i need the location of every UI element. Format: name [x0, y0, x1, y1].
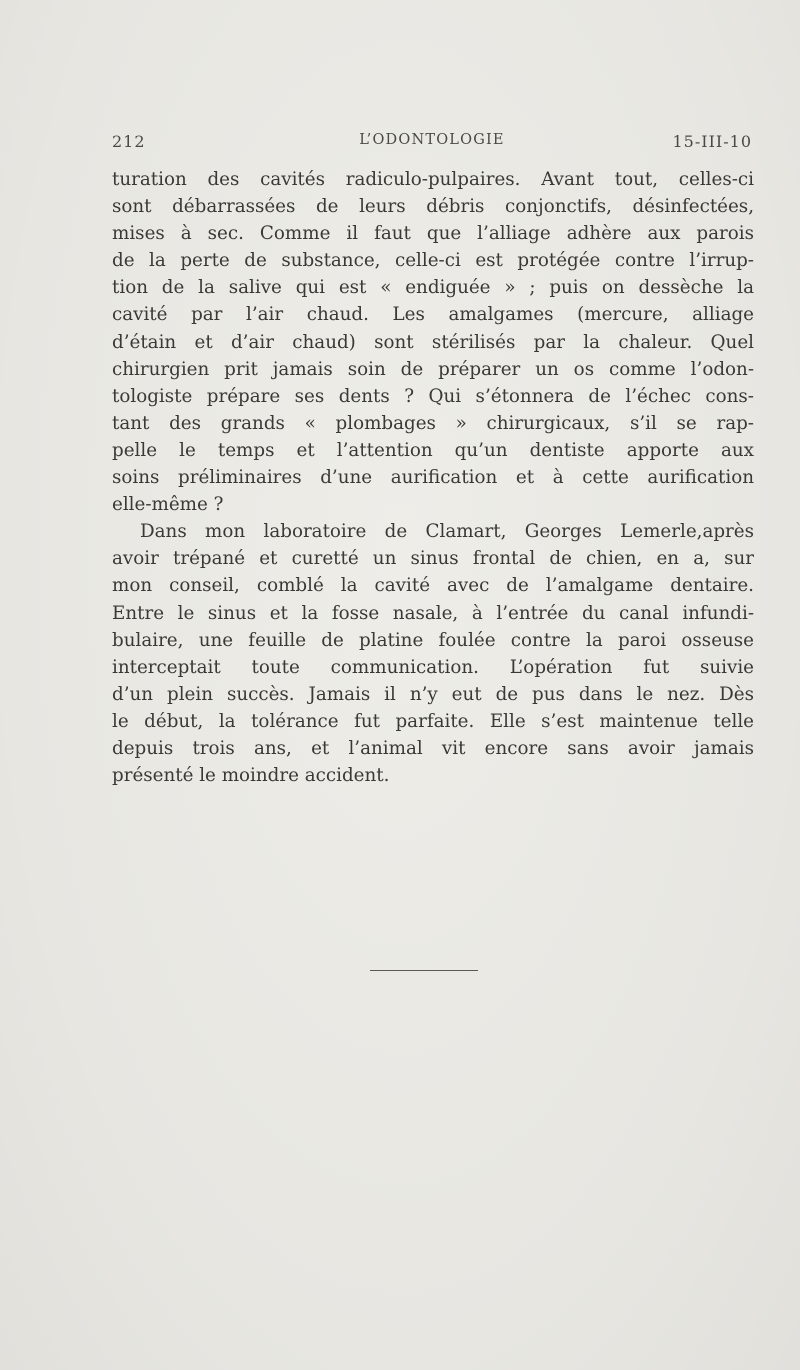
- text-line: tant des grands « plombages » chirurgicaux, s’il se rap-: [112, 412, 754, 434]
- text-line: depuis trois ans, et l’animal vit encore sans avoir jamais: [112, 737, 754, 759]
- text-line: turation des cavités radiculo-pulpaires. Avant tout, celles-ci: [112, 169, 754, 190]
- text-line: avoir trépané et curetté un sinus frontal de chien, en a, sur: [112, 548, 754, 570]
- text-line: tologiste prépare ses dents ? Qui s’étonnera de l’échec cons-: [112, 385, 754, 407]
- text-line: d’étain et d’air chaud) sont stérilisés par la chaleur. Quel: [112, 331, 754, 353]
- journal-title: L’ODONTOLOGIE: [359, 132, 505, 148]
- text-line: pelle le temps et l’attention qu’un dentiste apporte aux: [112, 439, 754, 461]
- text-line: bulaire, une feuille de platine foulée contre la paroi osseuse: [112, 629, 754, 651]
- text-line: sont débarrassées de leurs débris conjonctifs, désinfectées,: [112, 196, 754, 218]
- paragraph-1: [112, 166, 754, 518]
- text-line: interceptait toute communication. L’opération fut suivie: [112, 656, 754, 678]
- text-line: mon conseil, comblé la cavité avec de l’amalgame dentaire.: [112, 575, 754, 597]
- text-line: le début, la tolérance fut parfaite. Elle s’est maintenue telle: [112, 710, 754, 732]
- paragraph-2: [112, 518, 754, 789]
- text-line: chirurgien prit jamais soin de préparer un os comme l’odon-: [112, 358, 754, 380]
- text-line: soins préliminaires d’une aurification et à cette aurification: [112, 467, 754, 489]
- section-divider: [370, 970, 478, 971]
- text-line: présenté le moindre accident.: [112, 765, 390, 787]
- issue-date: 15-III-10: [672, 132, 752, 151]
- text-line: mises à sec. Comme il faut que l’alliage adhère aux parois: [112, 223, 754, 245]
- body-text: [112, 166, 754, 789]
- text-line: d’un plein succès. Jamais il n’y eut de pus dans le nez. Dès: [112, 683, 754, 705]
- page-number: 212: [112, 132, 146, 151]
- running-header: [112, 132, 752, 156]
- text-line: Dans mon laboratoire de Clamart, Georges Lemerle,après: [140, 521, 754, 543]
- text-line: Entre le sinus et la fosse nasale, à l’entrée du canal infundi-: [112, 602, 754, 624]
- text-line: elle-même ?: [112, 494, 224, 516]
- text-line: tion de la salive qui est « endiguée » ; puis on dessèche la: [112, 277, 754, 299]
- text-line: cavité par l’air chaud. Les amalgames (mercure, alliage: [112, 304, 754, 326]
- text-line: de la perte de substance, celle-ci est protégée contre l’irrup-: [112, 250, 754, 272]
